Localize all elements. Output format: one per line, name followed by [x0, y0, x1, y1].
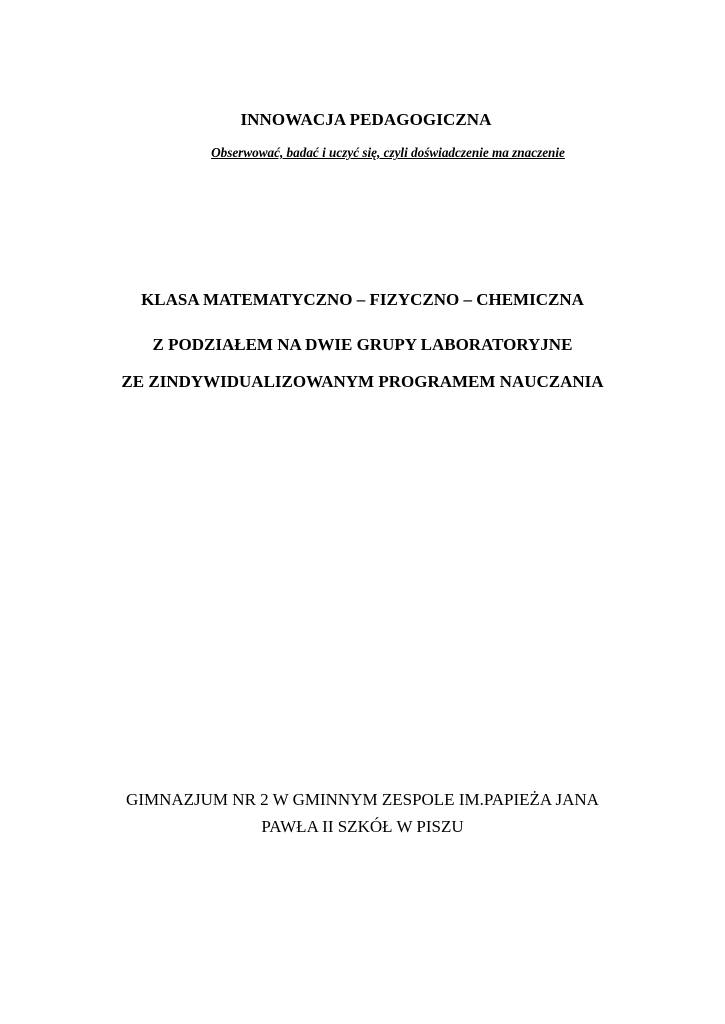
school-name-line-2: PAWŁA II SZKÓŁ W PISZU — [261, 817, 464, 836]
document-motto: Obserwować, badać i uczyć się, czyli doświadczenie ma znaczenie — [211, 145, 565, 160]
heading-line-lab-groups: Z PODZIAŁEM NA DWIE GRUPY LABORATORYJNE — [152, 335, 573, 354]
heading-line-class-profile: KLASA MATEMATYCZNO – FIZYCZNO – CHEMICZNA — [141, 290, 584, 309]
school-name-line-1: GIMNAZJUM NR 2 W GMINNYM ZESPOLE IM.PAPIEŻA JANA — [126, 790, 599, 809]
document-title: INNOWACJA PEDAGOGICZNA — [240, 110, 492, 129]
heading-line-individual-program: ZE ZINDYWIDUALIZOWANYM PROGRAMEM NAUCZANIA — [121, 372, 604, 391]
